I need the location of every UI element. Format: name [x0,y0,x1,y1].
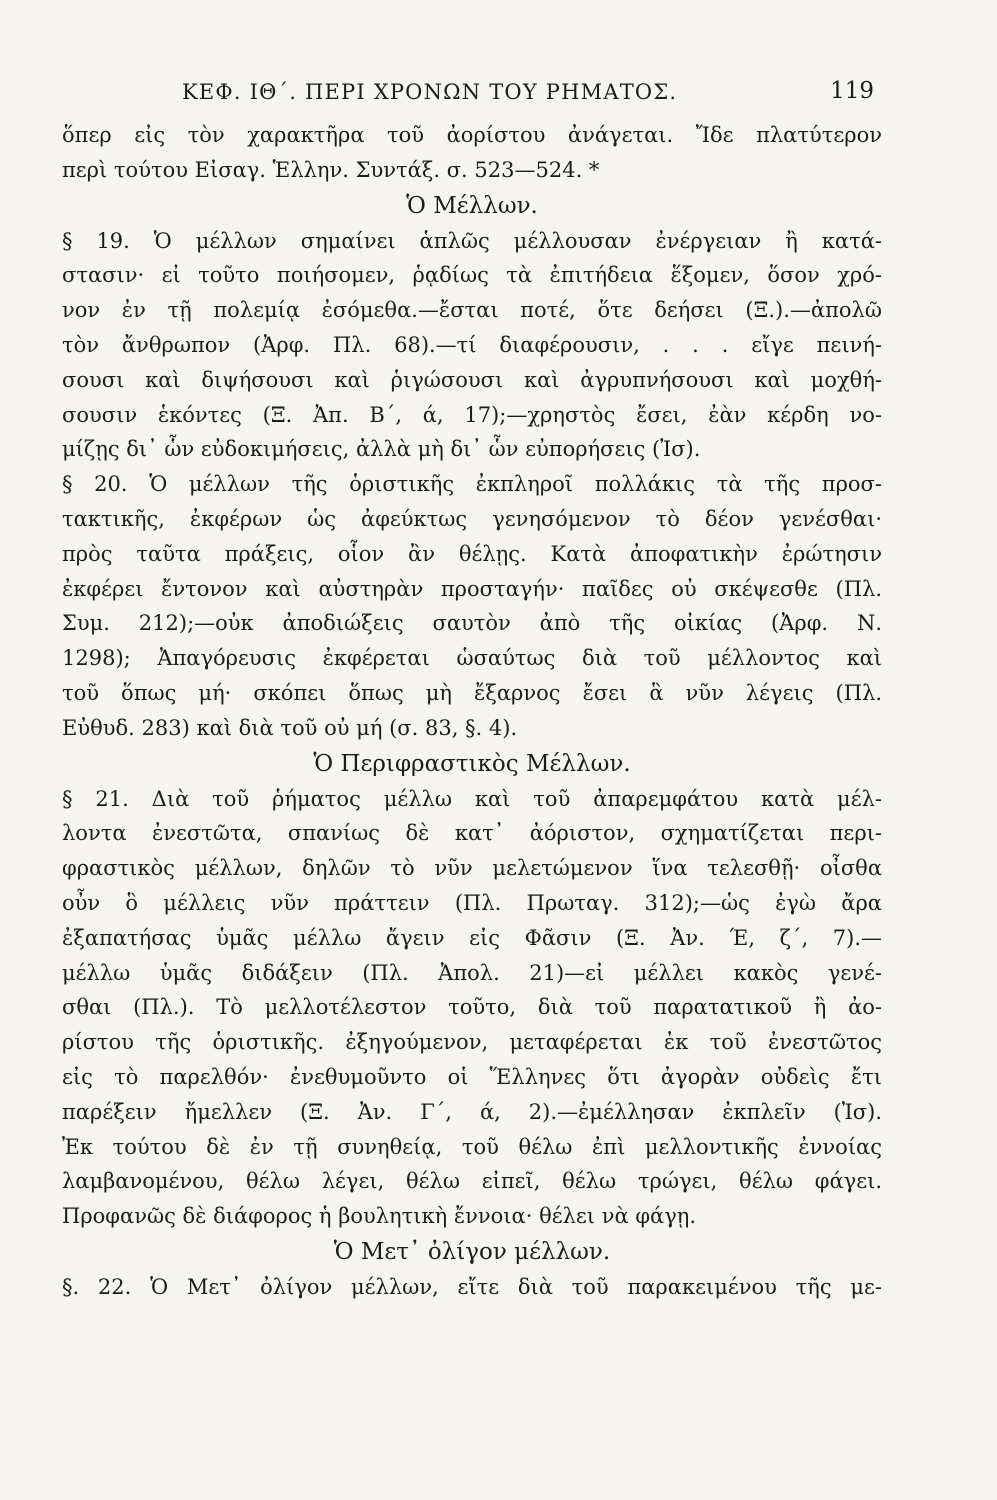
text-line: Προφανῶς δὲ διάφορος ἡ βουλητικὴ ἔννοια· θέλει νὰ φάγῃ. [62,1204,697,1229]
book-page [62,74,882,1305]
text-line: παρέξειν ἤμελλεν (Ξ. Ἀν. Γ΄, ά, 2).—ἐμέλλησαν ἐκπλεῖν (Ἰσ). [62,1099,882,1124]
page-header [62,74,882,118]
text-line: τακτικῆς, ἐκφέρων ὡς ἀφεύκτως γενησόμενον τὸ δέον γενέσθαι· [62,506,882,531]
text-line: Συμ. 212);—οὐκ ἀποδιώξεις σαυτὸν ἀπὸ τῆς οἰκίας (Ἀρφ. Ν. [62,611,882,636]
section-19 [62,224,882,468]
text-line: Εὐθυδ. 283) καὶ διὰ τοῦ οὐ μή (σ. 83, §. 4). [62,715,518,740]
text-line: περὶ τούτου Εἰσαγ. Ἑλλην. Συντάξ. σ. 523—524. * [62,157,600,182]
text-line: ρίστου τῆς ὁριστικῆς. ἐξηγούμενον, μεταφέρεται ἐκ τοῦ ἐνεστῶτος [62,1030,882,1055]
text-line: εἰς τὸ παρελθόν· ἐνεθυμοῦντο οἱ Ἕλληνες ὅτι ἀγορὰν οὐδεὶς ἔτι [62,1064,882,1089]
text-line: σουσιν ἑκόντες (Ξ. Ἀπ. Β΄, ά, 17);—χρηστὸς ἔσει, ἐὰν κέρδη νο- [62,402,882,427]
body-text [62,118,882,1305]
text-line: §. 22. Ὁ Μετ᾿ ὀλίγον μέλλων, εἴτε διὰ τοῦ παρακειμένου τῆς με- [62,1274,882,1299]
section-22 [62,1270,882,1305]
section-21 [62,782,882,1234]
text-line: τοῦ ὅπως μή· σκόπει ὅπως μὴ ἔξαρνος ἔσει ἃ νῦν λέγεις (Πλ. [62,680,882,705]
text-line: σθαι (Πλ.). Τὸ μελλοτέλεστον τοῦτο, διὰ τοῦ παρατατικοῦ ἢ ἀο- [62,995,882,1020]
running-title: ΚΕΦ. ΙΘ΄. ΠΕΡΙ ΧΡΟΝΩΝ ΤΟΥ ΡΗΜΑΤΟΣ. [182,80,678,104]
text-line: τὸν ἄνθρωπον (Ἀρφ. Πλ. 68).—τί διαφέρουσιν, . . . εἴγε πεινή- [62,332,882,357]
section-heading-near-future: Ὁ Μετ᾿ ὀλίγον μέλλων. [333,1238,611,1265]
text-line: φραστικὸς μέλλων, δηλῶν τὸ νῦν μελετώμενον ἵνα τελεσθῇ· οἶσθα [62,856,882,881]
text-line: στασιν· εἰ τοῦτο ποιήσομεν, ῥᾳδίως τὰ ἐπιτήδεια ἕξομεν, ὅσον χρό- [62,263,882,288]
text-line: λοντα ἐνεστῶτα, σπανίως δὲ κατ᾿ ἀόριστον, σχηματίζεται περι- [62,821,882,846]
section-20 [62,467,882,745]
text-line: νον ἐν τῇ πολεμίᾳ ἐσόμεθα.—ἔσται ποτέ, ὅτε δεήσει (Ξ.).—ἀπολῶ [62,298,882,323]
text-line: § 19. Ὁ μέλλων σημαίνει ἁπλῶς μέλλουσαν ἐνέργειαν ἢ κατά- [62,228,882,253]
text-line: λαμβανομένου, θέλω λέγει, θέλω εἰπεῖ, θέλω τρώγει, θέλω φάγει. [62,1169,882,1194]
text-line: ἐκφέρει ἔντονον καὶ αὐστηρὰν προσταγήν· παῖδες οὐ σκέψεσθε (Πλ. [62,576,882,601]
section-heading-future: Ὁ Μέλλων. [406,192,538,219]
intro-paragraph [62,118,882,188]
text-line: ἐξαπατήσας ὑμᾶς μέλλω ἄγειν εἰς Φᾶσιν (Ξ. Ἀν. Έ, ζ΄, 7).— [62,925,882,950]
page-number: 119 [830,78,874,104]
section-heading-periphrastic: Ὁ Περιφραστικὸς Μέλλων. [313,750,631,777]
text-line: 1298); Ἀπαγόρευσις ἐκφέρεται ὡσαύτως διὰ τοῦ μέλλοντος καὶ [62,646,882,671]
text-line: οὖν ὃ μέλλεις νῦν πράττειν (Πλ. Πρωταγ. 312);—ὡς ἐγὼ ἄρα [62,890,882,915]
text-line: Ἐκ τούτου δὲ ἐν τῇ συνηθείᾳ, τοῦ θέλω ἐπὶ μελλοντικῆς ἐννοίας [62,1134,882,1159]
text-line: σουσι καὶ διψήσουσι καὶ ῥιγώσουσι καὶ ἀγρυπνήσουσι καὶ μοχθή- [62,367,882,392]
text-line: ὅπερ εἰς τὸν χαρακτῆρα τοῦ ἀορίστου ἀνάγεται. Ἴδε πλατύτερον [62,123,882,147]
text-line: μέλλω ὑμᾶς διδάξειν (Πλ. Ἀπολ. 21)—εἰ μέλλει κακὸς γενέ- [62,960,882,985]
text-line: § 21. Διὰ τοῦ ῥήματος μέλλω καὶ τοῦ ἀπαρεμφάτου κατὰ μέλ- [62,786,882,811]
text-line: πρὸς ταῦτα πράξεις, οἷον ἂν θέλῃς. Κατὰ ἀποφατικὴν ἐρώτησιν [62,541,882,566]
text-line: μίζῃς δι᾿ ὧν εὐδοκιμήσεις, ἀλλὰ μὴ δι᾿ ὧν εὐπορήσεις (Ἰσ). [62,437,701,462]
text-line: § 20. Ὁ μέλλων τῆς ὁριστικῆς ἐκπληροῖ πολλάκις τὰ τῆς προσ- [62,472,882,497]
